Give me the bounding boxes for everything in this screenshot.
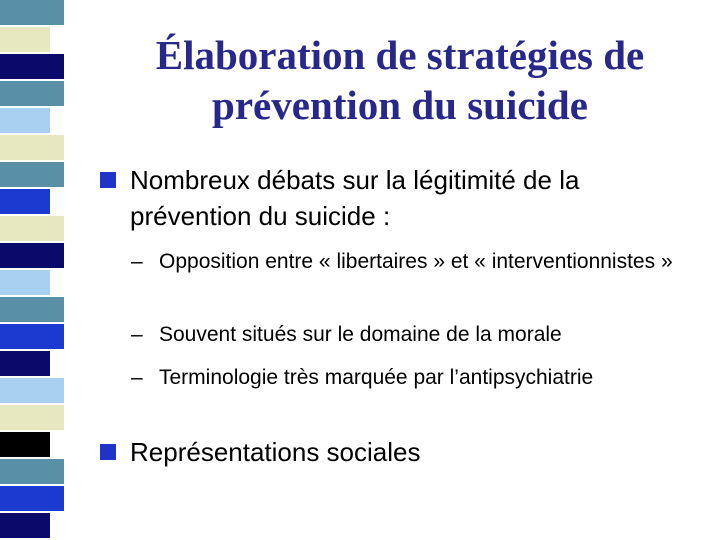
decorative-stripe (0, 54, 64, 79)
slide-title (100, 30, 700, 130)
sub-bullet-text: Opposition entre « libertaires » et « interventionnistes » (159, 250, 673, 273)
dash-bullet-icon: – (131, 250, 143, 273)
decorative-stripe (0, 324, 64, 349)
decorative-stripe (0, 378, 64, 403)
bullet-item-debates (100, 162, 700, 234)
decorative-stripe (0, 162, 64, 187)
decorative-stripe (0, 27, 50, 52)
bullet-item-representations (100, 434, 700, 470)
bullet-text: Nombreux débats sur la légitimité de la prévention du suicide : (130, 165, 580, 231)
dash-bullet-icon: – (131, 366, 143, 389)
decorative-stripe-bar (0, 0, 64, 540)
decorative-stripe (0, 297, 64, 322)
slide-title-line-1: Élaboration de stratégies de (155, 32, 645, 78)
sub-bullet-opposition (131, 247, 711, 276)
decorative-stripe (0, 135, 64, 160)
decorative-stripe (0, 486, 64, 511)
dash-bullet-icon: – (131, 323, 143, 346)
sub-bullet-text: Souvent situés sur le domaine de la morale (159, 323, 562, 346)
sub-bullet-morale (131, 320, 711, 349)
decorative-stripe (0, 81, 64, 106)
decorative-stripe (0, 351, 50, 376)
sub-bullet-terminologie (131, 363, 711, 392)
decorative-stripe (0, 189, 50, 214)
square-bullet-icon (100, 444, 116, 460)
decorative-stripe (0, 459, 64, 484)
decorative-stripe (0, 0, 64, 25)
bullet-text: Représentations sociales (130, 437, 421, 467)
decorative-stripe (0, 513, 50, 538)
decorative-stripe (0, 216, 64, 241)
decorative-stripe (0, 432, 50, 457)
square-bullet-icon (100, 172, 116, 188)
slide-title-line-2: prévention du suicide (212, 82, 588, 128)
sub-bullet-text: Terminologie très marquée par l’antipsychiatrie (159, 366, 594, 389)
decorative-stripe (0, 243, 64, 268)
decorative-stripe (0, 270, 50, 295)
decorative-stripe (0, 405, 64, 430)
decorative-stripe (0, 108, 50, 133)
